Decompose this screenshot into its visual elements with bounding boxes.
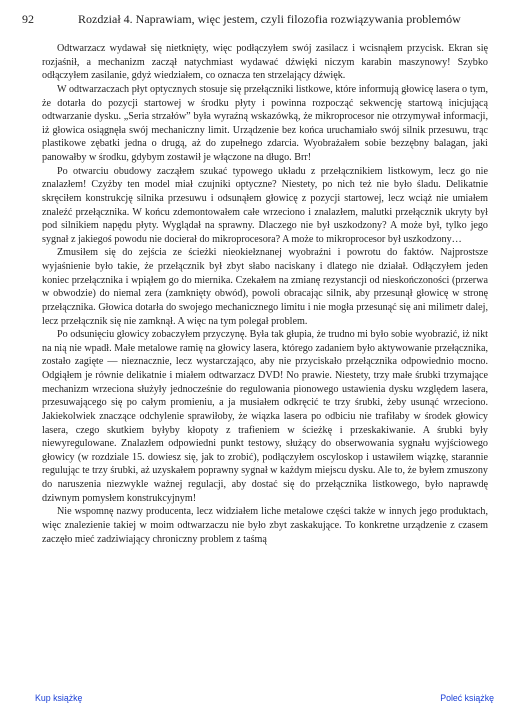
paragraph: Po otwarciu obudowy zacząłem szukać typowego układu z przełącznikiem listkowym, lecz go nie znalazłem! Czyżby ten model miał czujniki optyczne? Niestety, po nich też nie było śladu. Delikatnie skręciłem konstrukcję silnika przesuwu i odsunąłem głowicę z pozycji startowej, lecz wciąż nie umiałem znaleźć przełącznika. W końcu zdemontowałem całe wrzeciono i znalazłem, malutki przełącznik ukryty był pod silnikiem napędu płyty. Wyglądał na sprawny. Dlaczego nie był uszkodzony? A może był, tylko jego sygnał z jakiegoś powodu nie docierał do mikroprocesora? A może to mikroprocesor był uszkodzony… — [42, 165, 488, 245]
paragraph: W odtwarzaczach płyt optycznych stosuje się przełączniki listkowe, które informują głowicę lasera o tym, że dotarła do pozycji startowej w środku płyty i powinna rozpocząć sekwencję startową inicjującą odtwarzanie dysku. „Seria strzałów” była wyraźną wskazówką, że mikroprocesor nie otrzymywał informacji, iż głowica osiągnęła swój mechaniczny limit. Urządzenie bez końca uruchamiało swój silnik przesuwu, trąc plastikowe zębatki jedna o drugą, aż do zupełnego zdarcia. Wyobrażałem sobie bezzębny balagan, jaki panowałby w środku, gdybym zostawił je włączone na długo. Brr! — [42, 83, 488, 163]
page-number: 92 — [22, 12, 34, 26]
recommend-book-link[interactable]: Poleć książkę — [440, 693, 494, 703]
body-text — [42, 42, 488, 546]
paragraph: Odtwarzacz wydawał się nietknięty, więc podłączyłem swój zasilacz i wcisnąłem przycisk. Ekran się rozjaśnił, a mechanizm zaczął natychmiast wydawać dźwięki niczym karabin maszynowy! Szybko odłączyłem zasilanie, gdyż wiedziałem, co oznacza ten strzelający dźwięk. — [42, 43, 488, 82]
paragraph: Po odsunięciu głowicy zobaczyłem przyczynę. Była tak głupia, że trudno mi było sobie wyobrazić, iż nikt na nią nie wpadł. Małe metalowe ramię na głowicy lasera, którego zadaniem było aktywowanie przełącznika, zostało zagięte — nieznacznie, lecz wystarczająco, aby nie przyciskało przełącznika odpowiednio mocno. Odgiąłem je równie delikatnie i miałem odtwarzacz DVD! No prawie. Niestety, trzy małe śrubki trzymające mechanizm wrzeciona służyły jednocześnie do regulowania pionowego ustawienia dysku względem lasera, przesuwającego się po całym promieniu, a ja musiałem odkręcić te trzy śrubki, żeby usunąć wrzeciono. Jakiekolwiek znaczące odchylenie sprawiłoby, że wiązka lasera po odbiciu nie trafiłaby w środek głowicy lasera, czego skutkiem byłyby kłopoty z trafieniem w ścieżkę i przeskakiwanie. A śrubki były niewyregulowane. Znalazłem odpowiedni punkt testowy, służący do obserwowania sygnału wyjściowego głowicy (w rozdziale 15. dowiesz się, jak to zrobić), podłączyłem oscyloskop i ustawiłem wiązkę, starannie regulując te trzy śrubki, aż uzyskałem poprawny sygnał w każdym miejscu dysku. Ale to, że byłem zmuszony do naruszenia niezwykle ważnej regulacji, aby dostać się do przełącznika listkowego, było naprawdę dziwnym pomysłem konstrukcyjnym! — [42, 329, 488, 504]
paragraph: Zmusiłem się do zejścia ze ścieżki nieokiełznanej wyobraźni i powrotu do faktów. Najprostsze wyjaśnienie było takie, że przełącznik był zbyt słabo naciskany i dlatego nie działał. Odłączyłem jeden koniec przełącznika i wpiąłem go do miernika. Czekałem na zmianę rezystancji od nieskończoności (przerwa w obwodzie) do niemal zera (zamknięty obwód), powoli obracając silnik, aby przesunął głowicę w stronę przełącznika. Głowica dotarła do swojego mechanicznego limitu i nie mogła przesunąć się ani milimetr dalej, lecz przełącznik się nie zamknął. A więc na tym polegał problem. — [42, 247, 488, 327]
buy-book-link[interactable]: Kup książkę — [35, 693, 83, 703]
chapter-title: Rozdział 4. Naprawiam, więc jestem, czyli filozofia rozwiązywania problemów — [78, 12, 461, 26]
page-header — [22, 11, 510, 27]
paragraph: Nie wspomnę nazwy producenta, lecz widziałem liche metalowe części także w innych jego produktach, więc znalezienie takiej w moim odtwarzaczu nie było zbyt zaskakujące. To konkretne urządzenie z czasem zaczęło mieć zadziwiający chroniczny problem z taśmą — [42, 506, 488, 545]
